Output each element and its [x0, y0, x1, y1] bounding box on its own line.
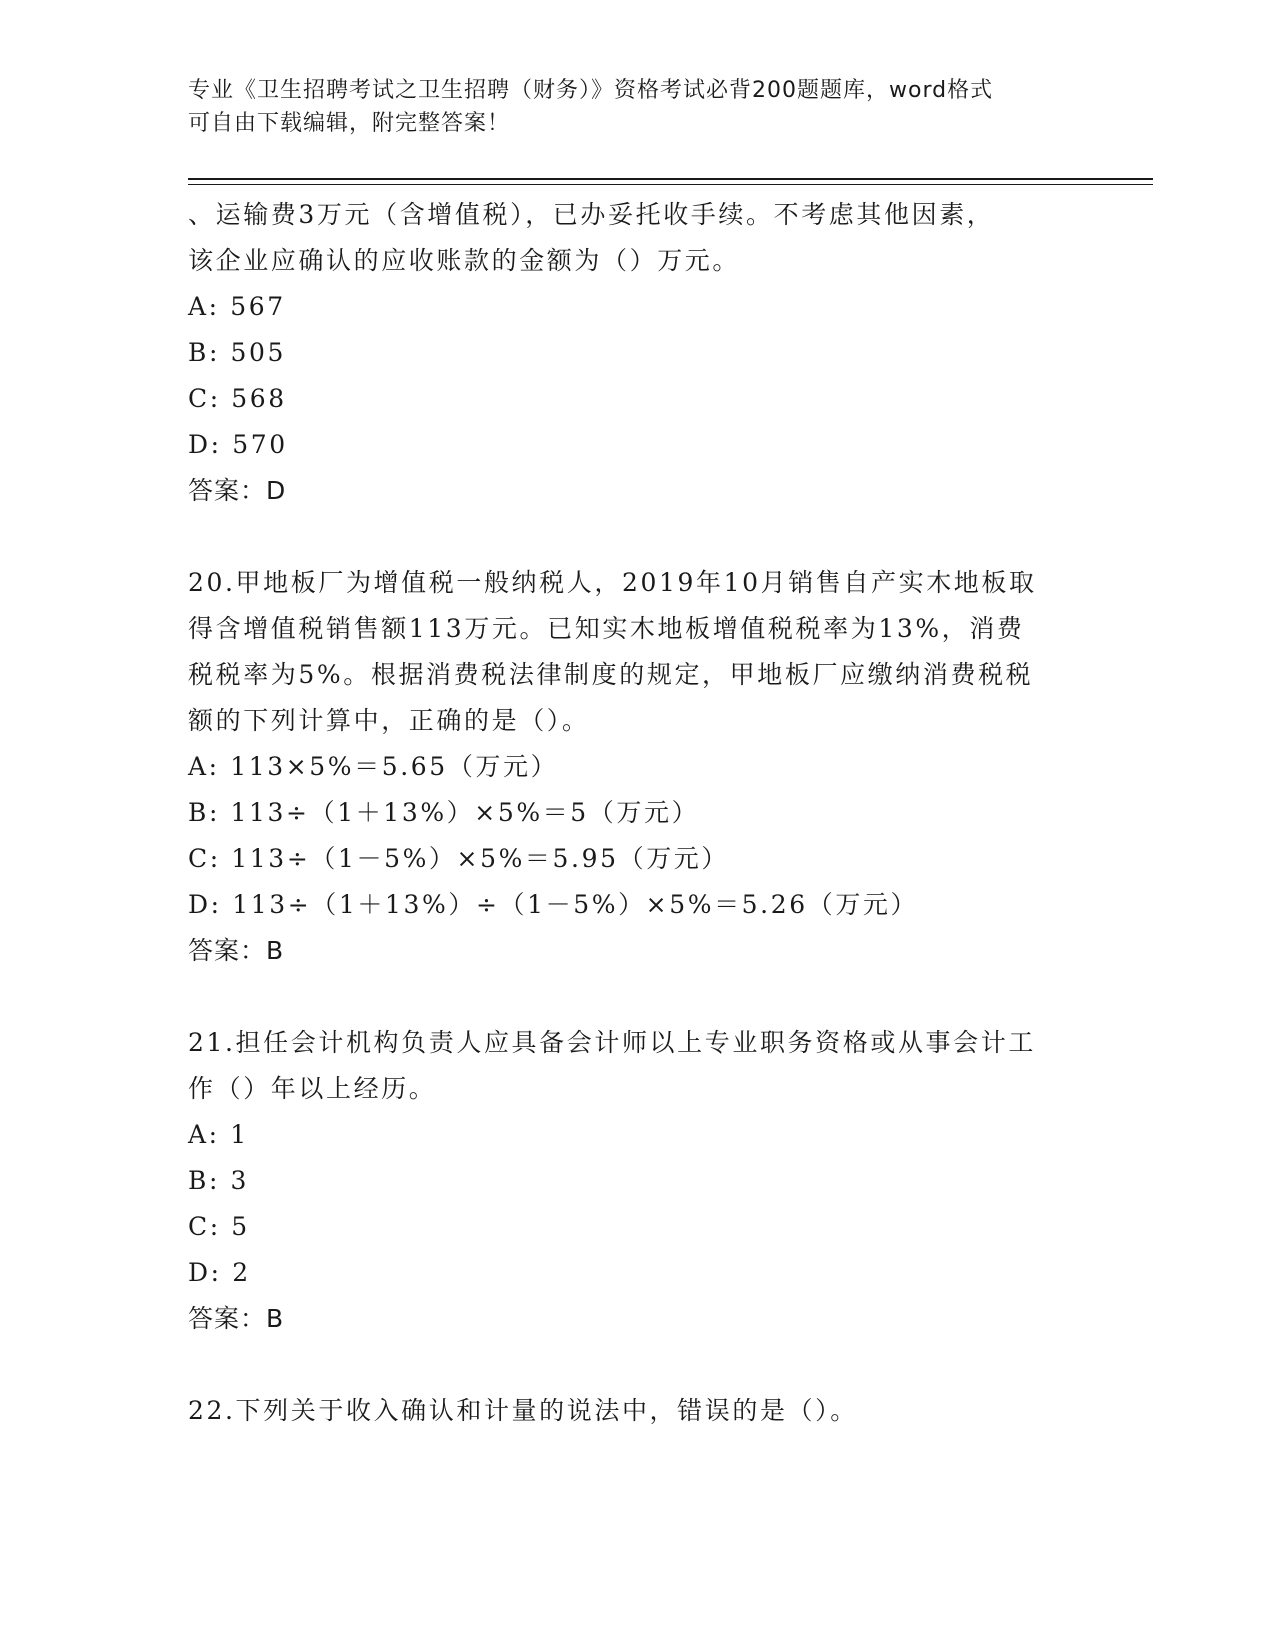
- question-stem-line: 20.甲地板厂为增值税一般纳税人，2019年10月销售自产实木地板取: [188, 568, 1037, 597]
- header-rule-thin: [188, 184, 1153, 185]
- option-a: A: 113×5%＝5.65（万元）: [188, 752, 559, 781]
- question-stem-line: 作（）年以上经历。: [188, 1074, 437, 1103]
- answer-line: 答案：B: [188, 936, 285, 965]
- question-stem-line: 额的下列计算中，正确的是（）。: [188, 706, 590, 735]
- answer-line: 答案：B: [188, 1304, 285, 1333]
- option-d: D: 2: [188, 1258, 251, 1287]
- question-20: [188, 560, 1088, 974]
- option-b: B: 3: [188, 1166, 250, 1195]
- question-21: [188, 1020, 1088, 1342]
- question-list: [188, 192, 1088, 1434]
- header-line-1: 专业《卫生招聘考试之卫生招聘（财务）》资格考试必背200题题库，word格式: [188, 78, 994, 103]
- option-a: A: 1: [188, 1120, 249, 1149]
- option-a: A: 567: [188, 292, 286, 321]
- answer-line: 答案：D: [188, 476, 287, 505]
- header-rule-thick: [188, 178, 1153, 180]
- option-c: C: 113÷（1－5%）×5%＝5.95（万元）: [188, 844, 730, 873]
- header-line-2: 可自由下载编辑，附完整答案！: [188, 111, 511, 136]
- question-stem-line: 、运输费3万元（含增值税），已办妥托收手续。不考虑其他因素，: [188, 200, 995, 229]
- question-22: [188, 1388, 1088, 1434]
- option-b: B: 113÷（1＋13%）×5%＝5（万元）: [188, 798, 700, 827]
- option-c: C: 568: [188, 384, 287, 413]
- option-d: D: 570: [188, 430, 288, 459]
- question-stem-line: 该企业应确认的应收账款的金额为（）万元。: [188, 246, 741, 275]
- document-header: [188, 74, 1088, 140]
- question-19: [188, 192, 1088, 514]
- question-stem-line: 得含增值税销售额113万元。已知实木地板增值税税率为13%，消费: [188, 614, 1025, 643]
- option-b: B: 505: [188, 338, 287, 367]
- question-stem-line: 21.担任会计机构负责人应具备会计师以上专业职务资格或从事会计工: [188, 1028, 1036, 1057]
- option-d: D: 113÷（1＋13%）÷（1－5%）×5%＝5.26（万元）: [188, 890, 919, 919]
- question-stem-line: 22.下列关于收入确认和计量的说法中，错误的是（）。: [188, 1396, 858, 1425]
- question-stem-line: 税税率为5%。根据消费税法律制度的规定，甲地板厂应缴纳消费税税: [188, 660, 1034, 689]
- option-c: C: 5: [188, 1212, 250, 1241]
